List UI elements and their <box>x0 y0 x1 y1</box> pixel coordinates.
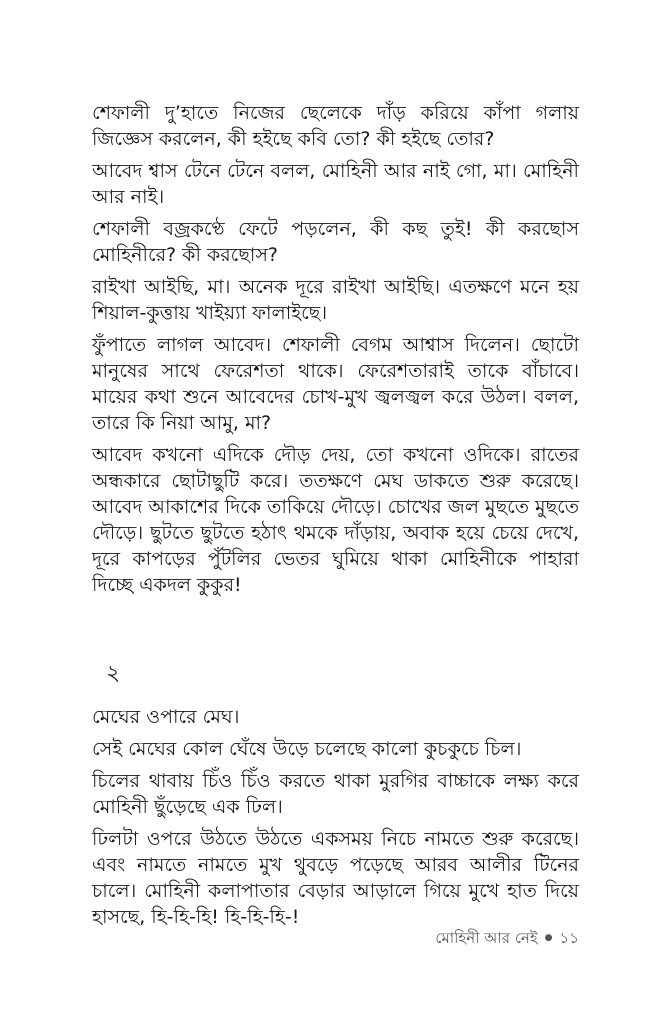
paragraph: সেই মেঘের কোল ঘেঁষে উড়ে চলেছে কালো কুচকুচে চিল। <box>92 738 522 760</box>
body-text <box>92 100 579 936</box>
paragraph: আবেদ কখনো এদিকে দৌড় দেয়, তো কখনো ওদিকে। রাতের অন্ধকারে ছোটাছুটি করে। ততক্ষণে মেঘ ডাকতে শুরু করেছে। আবেদ আকাশের দিকে তাকিয়ে দৌড়ে। চোখের জল মুছতে মুছতে দৌড়ে। ছুটতে ছুটতে হঠাৎ থমকে দাঁড়ায়, অবাক হয়ে চেয়ে দেখে, দূরে কাপড়ের পুঁটলির ভেতর ঘুমিয়ে থাকা মোহিনীকে পাহারা দিচ্ছে একদল কুকুর! <box>92 444 579 596</box>
footer-page-number: ১১ <box>559 929 579 947</box>
section-number: ২ <box>106 661 121 686</box>
paragraph: চিলের থাবায় চিঁও চিঁও করতে থাকা মুরগির বাচ্চাকে লক্ষ্য করে মোহিনী ছুঁড়েছে এক ঢিল। <box>92 770 579 818</box>
paragraph: রাইখা আইছি, মা। অনেক দূরে রাইখা আইছি। এতক্ষণে মনে হয় শিয়াল-কুত্তায় খাইয়্যা ফালাইছে। <box>92 276 579 324</box>
paragraph: মেঘের ওপারে মেঘ। <box>92 706 240 728</box>
paragraph: শেফালী দু’হাতে নিজের ছেলেকে দাঁড় করিয়ে কাঁপা গলায় জিজ্ঞেস করলেন, কী হইছে কবি তো? কী হইছে তোর? <box>92 102 579 150</box>
paragraph: ঢিলটা ওপরে উঠতে উঠতে একসময় নিচে নামতে শুরু করেছে। এবং নামতে নামতে মুখ থুবড়ে পড়েছে আরব আলীর টিনের চালে। মোহিনী কলাপাতার বেড়ার আড়ালে গিয়ে মুখে হাত দিয়ে হাসছে, হি-হি-হি! হি-হি-হি-! <box>92 828 579 928</box>
page-footer <box>435 928 579 948</box>
paragraph: ফুঁপাতে লাগল আবেদ। শেফালী বেগম আশ্বাস দিলেন। ছোটো মানুষের সাথে ফেরেশতা থাকে। ফেরেশতারাই তাকে বাঁচাবে। মায়ের কথা শুনে আবেদের চোখ-মুখ জ্বলজ্বল করে উঠল। বলল, তারে কি নিয়া আমু, মা? <box>92 334 579 434</box>
bullet-separator-icon: ● <box>544 932 553 943</box>
paragraph: আবেদ শ্বাস টেনে টেনে বলল, মোহিনী আর নাই গো, মা। মোহিনী আর নাই। <box>92 160 579 208</box>
paragraph: শেফালী বজ্রকণ্ঠে ফেটে পড়লেন, কী কছ তুই! কী করছোস মোহিনীরে? কী করছোস? <box>92 218 579 266</box>
footer-book-title: মোহিনী আর নেই <box>435 929 538 947</box>
